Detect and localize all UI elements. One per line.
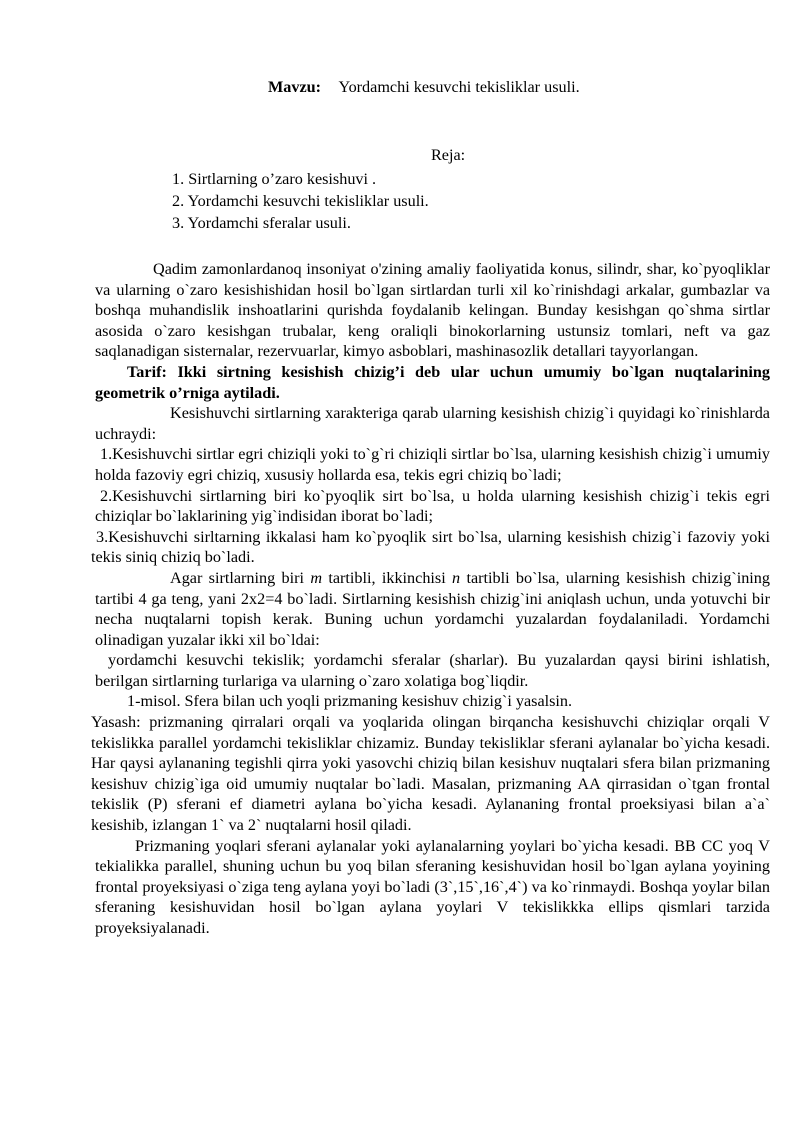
order-var-n: n — [452, 568, 461, 587]
paragraph-example-1: 1-misol. Sfera bilan uch yoqli prizmaning kesishuv chizig`i yasalsin. — [127, 692, 573, 711]
plan-item: 3. Yordamchi sferalar usuli. — [172, 214, 351, 232]
order-text-c: tartibli bo`lsa, ularning kesishish chizig`ining tartibi 4 ga teng, yani 2x2=4 bo`ladi. Sirtlarning kesishish chizig`ini aniqlash uchun, unda yotuvchi bir necha nuqtalarni topish kerak. Buning uchun yordamchi yuzalardan foydalaniladi. Yordamchi olinadigan yuzalar ikki xil bo`ldai: — [95, 568, 770, 649]
plan-heading: Reja: — [431, 146, 466, 164]
paragraph-construction: Yasash: prizmaning qirralari orqali va yoqlarida olingan birqancha kesishuvchi chiziqlar orqali V tekislikka parallel yordamchi tekisliklar chizamiz. Bunday tekisliklar sferani aylanalar bo`yicha kesadi. Har qaysi aylananing tegishli qirra yoki yasovchi chiziq bilan kesishuv nuqtalari sfera bilan prizmaning kesishuv chizig`iga oid umumiy nuqtalar bo`ladi. Masalan, prizmaning AA qirrasidan o`tgan frontal tekislik (P) sferani ef diametri aylana bo`yicha kesadi. Aylananing frontal proeksiyasi bilan a`a` kesishib, izlangan 1` va 2` nuqtalarni hosil qiladi. — [91, 713, 770, 835]
paragraph-intro: Qadim zamonlardanoq insoniyat o'zining amaliy faoliyatida konus, silindr, shar, ko`pyoqliklar va ularning o`zaro kesishishidan hosil bo`lgan sirtlardan turli xil ko`rinishdagi arkalar, gumbazlar va boshqa muhandislik inshoatlarini qurishda foydalanib kelingan. Bunday kesishgan qo`shma sirtlar asosida o`zaro kesishgan trubalar, keng oraliqli binokorlarning ustunsiz tomlari, neft va gaz saqlanadigan sisternalar, rezervuarlar, kimyo asboblari, mashinasozlik detallari tayyorlangan. — [95, 260, 770, 361]
paragraph-types-intro: Kesishuvchi sirtlarning xarakteriga qarab ularning kesishish chizig`i quyidagi ko`rinishlarda uchraydi: — [95, 404, 770, 443]
paragraph-case-2: 2.Kesishuvchi sirtlarning biri ko`pyoqlik sirt bo`lsa, u holda ularning kesishish chizig`i tekis egri chiziqlar bo`laklarining yig`indisidan iborat bo`ladi; — [95, 486, 770, 526]
paragraph-definition: Tarif: Ikki sirtning kesishish chizig’i deb ular uchun umumiy bo`lgan nuqtalarining geometrik o’rniga aytiladi. — [95, 362, 770, 402]
topic-text: Yordamchi kesuvchi tekisliklar usuli. — [338, 78, 580, 96]
paragraph-case-3: 3.Kesishuvchi sirltarning ikkalasi ham ko`pyoqlik sirt bo`lsa, ularning kesishish chizig`i fazoviy yoki tekis siniq chiziq bo`ladi. — [91, 527, 770, 567]
topic-label: Mavzu: — [268, 78, 322, 96]
paragraph-case-1: 1.Kesishuvchi sirtlar egri chiziqli yoki to`g`ri chiziqli sirtlar bo`lsa, ularning kesishish chizig`i umumiy holda fazoviy egri chiziq, xususiy hollarda esa, tekis egri chiziq bo`ladi; — [95, 445, 770, 484]
paragraph-prism-faces: Prizmaning yoqlari sferani aylanalar yoki aylanalarning yoylari bo`yicha kesadi. BB CC yoq V tekialikka parallel, shuning uchun bu yoq bilan sferaning kesishuvidan hosil bo`lgan aylana yoyining frontal proyeksiyasi o`ziga teng aylana yoyi bo`ladi (3`,15`,16`,4`) va ko`rinmaydi. Boshqa yoylar bilan sferaning kesishuvidan hosil bo`lgan aylana yoylari V tekislikkka ellips qismlari tarzida proyeksiyalanadi. — [95, 836, 770, 937]
topic-title — [268, 77, 580, 98]
body-text — [91, 259, 770, 939]
plan-item: 2. Yordamchi kesuvchi tekisliklar usuli. — [172, 192, 429, 210]
order-var-m: m — [310, 568, 323, 587]
order-text-b: tartibli, ikkinchisi — [322, 568, 453, 587]
plan-list — [172, 168, 429, 234]
order-text-a: Agar sirtlarning biri — [170, 568, 311, 587]
plan-item: 1. Sirtlarning o’zaro kesishuvi . — [172, 170, 377, 188]
paragraph-aux-surfaces: yordamchi kesuvchi tekislik; yordamchi sferalar (sharlar). Bu yuzalardan qaysi birini ishlatish, berilgan sirtlarning turlariga va ularning o`zaro xolatiga bog`liqdir. — [95, 651, 770, 690]
paragraph-order — [95, 568, 770, 650]
